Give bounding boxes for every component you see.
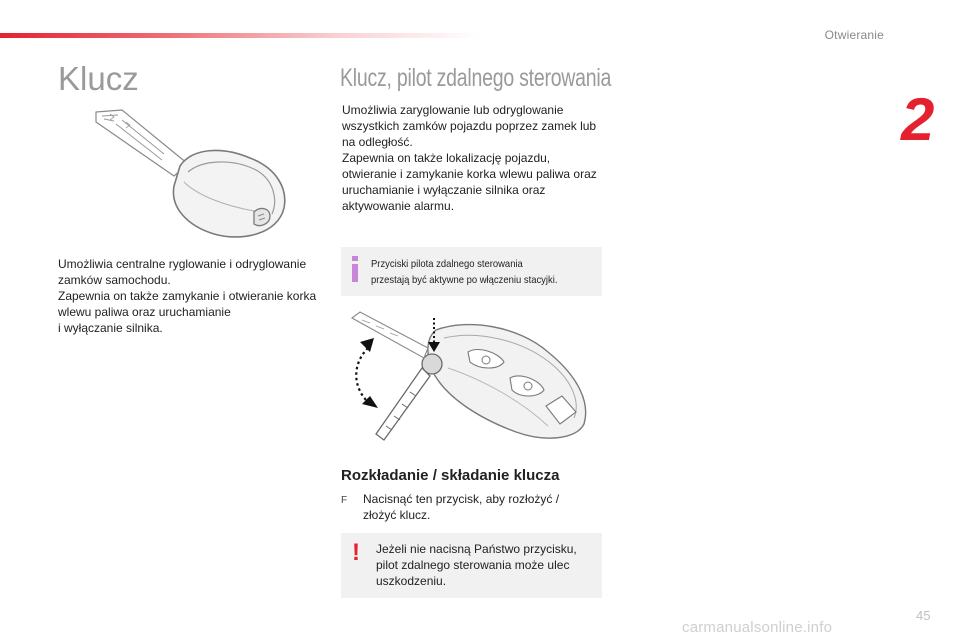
chapter-number: 2 <box>901 86 935 153</box>
warning-icon: ! <box>352 539 360 566</box>
remote-key-description: Umożliwia zaryglowanie lub odryglowanie wszystkich zamków pojazdu poprzez zamek lub na odległość. Zapewnia on także lokalizację pojazdu, otwieranie i zamykanie korka wlewu paliwa oraz uruchamianie i wyłączanie silnika oraz aktywowanie alarmu. <box>342 103 597 213</box>
warning-box <box>341 533 602 598</box>
key-title: Klucz <box>58 60 139 97</box>
info-note-box <box>341 247 602 296</box>
page-number: 45 <box>916 608 931 623</box>
warning-text: Jeżeli nie nacisną Państwo przycisku, pilot zdalnego sterowania może ulec uszkodzeniu. <box>376 542 577 588</box>
fold-unfold-subheading: Rozkładanie / składanie klucza <box>341 467 560 484</box>
header-accent-bar <box>0 33 480 38</box>
info-note-text: Przyciski pilota zdalnego sterowania przestają być aktywne po włączeniu stacyjki. <box>371 258 558 286</box>
watermark: carmanualsonline.info <box>682 619 833 636</box>
step-text: Nacisnąć ten przycisk, aby rozłożyć / złożyć klucz. <box>363 492 560 522</box>
key-illustration <box>92 108 292 244</box>
remote-key-fold-illustration <box>348 308 594 442</box>
remote-key-title: Klucz, pilot zdalnego sterowania <box>340 64 612 92</box>
key-description: Umożliwia centralne ryglowanie i odryglowanie zamków samochodu. Zapewnia on także zamykanie i otwieranie korka wlewu paliwa oraz uruchamianie i wyłączanie silnika. <box>58 257 317 335</box>
bullet-icon: F <box>341 495 348 506</box>
section-name: Otwieranie <box>824 28 884 42</box>
info-icon <box>350 256 360 282</box>
